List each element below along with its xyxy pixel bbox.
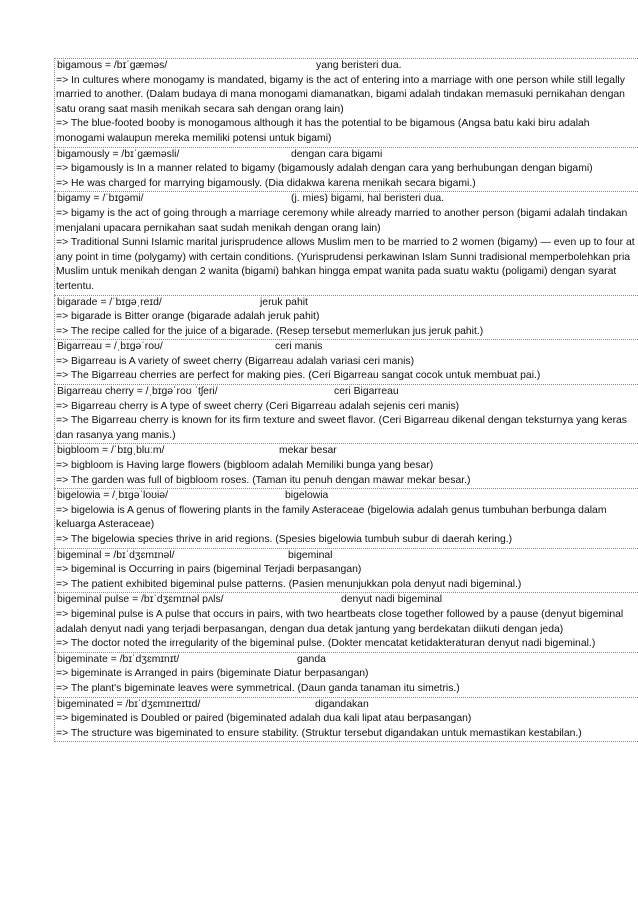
entry-line: => The plant's bigeminate leaves were symmetrical. (Daun ganda tanaman itu simetris.)	[56, 682, 460, 694]
entry-line: => bigamously is In a manner related to bigamy (bigamously adalah dengan cara yang berhubungan dengan bigami)	[56, 163, 593, 175]
entry-bigarade	[54, 295, 638, 340]
entry-heading	[56, 698, 638, 713]
entry-bigeminate	[54, 652, 638, 697]
entry-bigeminal-pulse	[54, 592, 638, 651]
entry-heading	[56, 653, 638, 668]
entry-heading	[56, 59, 638, 74]
entry-heading	[56, 192, 638, 207]
entry-term: Bigarreau = /ˌbɪɡəˈroʊ/	[57, 341, 163, 353]
entry-heading	[56, 549, 638, 564]
entry-line: => bigamy is the act of going through a marriage ceremony while already married to another person (bigami adalah tindakan menjalani upacara pernikahan saat sudah menikah dengan orang lain)	[56, 207, 628, 234]
entry-line: => bigarade is Bitter orange (bigarade adalah jeruk pahit)	[56, 311, 320, 323]
entry-translation: ceri Bigarreau	[334, 386, 399, 398]
entry-translation: (j. mies) bigami, hal beristeri dua.	[291, 193, 445, 205]
entry-bigarreau	[54, 339, 638, 384]
entry-term: bigamously = /bɪˈɡæməsli/	[57, 148, 180, 160]
entry-term: bigamy = /ˈbɪɡəmi/	[57, 193, 144, 205]
entry-bigamously	[54, 147, 638, 192]
entry-term: bigamous = /bɪˈɡæməs/	[57, 60, 168, 71]
entry-line: => Bigarreau is A variety of sweet cherry (Bigarreau adalah variasi ceri manis)	[56, 355, 415, 367]
entry-heading	[56, 593, 638, 608]
entry-translation: bigelowia	[285, 490, 329, 502]
entry-bigamy	[54, 191, 638, 294]
entry-line: => bigelowia is A genus of flowering plants in the family Asteraceae (bigelowia adalah genus tumbuhan berbunga dalam keluarga Asteraceae)	[56, 504, 607, 531]
entry-bigamous	[54, 58, 638, 147]
entry-line: => bigbloom is Having large flowers (bigbloom adalah Memiliki bunga yang besar)	[56, 460, 434, 472]
entry-term: bigelowia = /ˌbɪɡəˈloʊiə/	[57, 490, 168, 502]
entry-line: => bigeminate is Arranged in pairs (bigeminate Diatur berpasangan)	[56, 668, 369, 680]
entry-bigeminated	[54, 697, 638, 743]
entry-heading	[56, 385, 638, 400]
entry-line: => Traditional Sunni Islamic marital jurisprudence allows Muslim men to be married to 2 women (bigamy) — even up to four at any point in time (polygamy) with certain conditions. (Yurisprudensi perkawinan Islam Sunni tradisional memperbolehkan pria Muslim untuk menikah dengan 2 wanita (bigami) bahkan hingga empat wanita pada suatu waktu (poligami) dengan syarat tertentu.	[56, 237, 635, 292]
entry-line: => He was charged for marrying bigamously. (Dia didakwa karena menikah secara bigami.)	[56, 177, 476, 189]
entry-line: => bigeminal pulse is A pulse that occurs in pairs, with two heartbeats close together followed by a pause (denyut bigeminal adalah denyut nadi yang terjadi berpasangan, dengan dua detak jantung yang berdekatan diikuti dengan jeda)	[56, 608, 624, 635]
entry-term: Bigarreau cherry = /ˌbɪɡəˈroʊ ˈtʃeri/	[57, 386, 218, 398]
entry-bigelowia	[54, 488, 638, 547]
entry-translation: ganda	[297, 653, 326, 665]
entry-term: bigeminate = /bɪˈdʒɛmɪnɪt/	[57, 653, 180, 665]
entry-line: => The blue-footed booby is monogamous although it has the potential to be bigamous (Angsa batu kaki biru adalah monogami walaupun mereka memiliki potensi untuk bigami)	[56, 118, 590, 144]
entry-line: => In cultures where monogamy is mandated, bigamy is the act of entering into a marriage with one person while still legally married to another. (Dalam budaya di mana monogami diamanatkan, bigami adalah tindakan memasuki pernikahan dengan satu orang saat masih menikah secara sah dengan orang lain)	[56, 74, 625, 115]
entry-line: => The structure was bigeminated to ensure stability. (Struktur tersebut digandakan untuk memastikan kestabilan.)	[56, 727, 582, 739]
entry-line: => The Bigarreau cherry is known for its firm texture and sweet flavor. (Ceri Bigarreau dikenal dengan teksturnya yang keras dan rasanya yang manis.)	[56, 415, 627, 441]
entry-heading	[56, 340, 638, 355]
entry-bigeminal	[54, 548, 638, 593]
entry-line: => The doctor noted the irregularity of the bigeminal pulse. (Dokter mencatat ketidakteraturan denyut nadi bigeminal.)	[56, 638, 596, 650]
entry-heading	[56, 148, 638, 163]
entry-translation: digandakan	[315, 698, 369, 710]
entry-term: bigbloom = /ˈbɪɡˌbluːm/	[57, 445, 165, 457]
entry-heading	[56, 296, 638, 311]
entry-line: => The Bigarreau cherries are perfect for making pies. (Ceri Bigarreau sangat cocok untuk membuat pai.)	[56, 370, 541, 382]
entry-translation: mekar besar	[279, 445, 337, 457]
entry-term: bigeminal pulse = /bɪˈdʒɛmɪnəl pʌls/	[57, 594, 224, 606]
entry-translation: dengan cara bigami	[291, 148, 383, 160]
entry-translation: bigeminal	[288, 549, 333, 561]
entry-line: => The bigelowia species thrive in arid regions. (Spesies bigelowia tumbuh subur di daerah kering.)	[56, 534, 513, 545]
entry-term: bigeminated = /bɪˈdʒɛmɪneɪtɪd/	[57, 698, 201, 710]
entry-line: => Bigarreau cherry is A type of sweet cherry (Ceri Bigarreau adalah sejenis ceri manis)	[56, 400, 460, 412]
entry-translation: jeruk pahit	[260, 296, 308, 308]
entry-line: => The recipe called for the juice of a bigarade. (Resep tersebut memerlukan jus jeruk pahit.)	[56, 325, 484, 337]
entry-bigarreau-cherry	[54, 384, 638, 443]
entry-line: => bigeminated is Doubled or paired (bigeminated adalah dua kali lipat atau berpasangan)	[56, 713, 472, 725]
entry-bigbloom	[54, 443, 638, 488]
entry-heading	[56, 444, 638, 459]
entry-line: => The garden was full of bigbloom roses. (Taman itu penuh dengan mawar mekar besar.)	[56, 474, 471, 486]
entry-translation: denyut nadi bigeminal	[341, 594, 443, 606]
entry-line: => bigeminal is Occurring in pairs (bigeminal Terjadi berpasangan)	[56, 564, 362, 576]
entry-heading	[56, 489, 638, 504]
entry-translation: yang beristeri dua.	[316, 60, 402, 71]
entry-term: bigarade = /ˈbɪɡəˌreɪd/	[57, 296, 162, 308]
entry-translation: ceri manis	[275, 341, 323, 353]
entry-term: bigeminal = /bɪˈdʒɛmɪnəl/	[57, 549, 175, 561]
dictionary-document	[54, 58, 638, 742]
entry-line: => The patient exhibited bigeminal pulse patterns. (Pasien menunjukkan pola denyut nadi bigeminal.)	[56, 578, 522, 590]
